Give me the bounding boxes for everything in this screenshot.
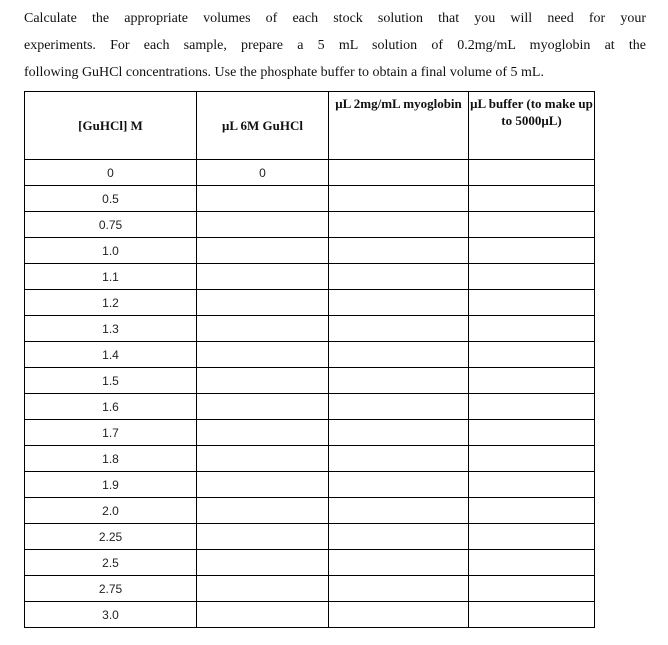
cell-ul-myoglobin[interactable] [329, 576, 469, 602]
cell-ul-6m-guhcl[interactable] [197, 212, 329, 238]
cell-ul-buffer[interactable] [469, 290, 595, 316]
cell-guhcl-concentration: 2.5 [25, 550, 197, 576]
cell-ul-buffer[interactable] [469, 342, 595, 368]
cell-guhcl-concentration: 1.9 [25, 472, 197, 498]
table-row [25, 316, 595, 342]
cell-guhcl-concentration: 2.0 [25, 498, 197, 524]
cell-ul-myoglobin[interactable] [329, 550, 469, 576]
cell-ul-6m-guhcl[interactable] [197, 290, 329, 316]
cell-ul-buffer[interactable] [469, 602, 595, 628]
cell-ul-6m-guhcl[interactable] [197, 446, 329, 472]
cell-ul-6m-guhcl[interactable] [197, 316, 329, 342]
cell-ul-6m-guhcl[interactable] [197, 420, 329, 446]
cell-ul-buffer[interactable] [469, 160, 595, 186]
cell-ul-6m-guhcl[interactable] [197, 394, 329, 420]
table-header-row [25, 92, 595, 160]
cell-guhcl-concentration: 2.25 [25, 524, 197, 550]
volumes-table [24, 91, 595, 628]
header-ul-buffer: μL buffer (to make up to 5000μL) [469, 92, 595, 160]
table-row [25, 290, 595, 316]
cell-ul-6m-guhcl[interactable] [197, 498, 329, 524]
cell-guhcl-concentration: 1.4 [25, 342, 197, 368]
table-row [25, 550, 595, 576]
instructions-line-2: experiments. For each sample, prepare a 5 mL solution of 0.2mg/mL myoglobin at the [24, 38, 646, 53]
cell-ul-buffer[interactable] [469, 264, 595, 290]
cell-ul-myoglobin[interactable] [329, 342, 469, 368]
cell-ul-buffer[interactable] [469, 446, 595, 472]
cell-ul-buffer[interactable] [469, 550, 595, 576]
cell-guhcl-concentration: 1.3 [25, 316, 197, 342]
cell-guhcl-concentration: 1.1 [25, 264, 197, 290]
cell-guhcl-concentration: 1.2 [25, 290, 197, 316]
instructions-line-3: following GuHCl concentrations. Use the phosphate buffer to obtain a final volume of 5 mL. [24, 65, 544, 80]
cell-ul-myoglobin[interactable] [329, 602, 469, 628]
cell-guhcl-concentration: 1.7 [25, 420, 197, 446]
table-row [25, 602, 595, 628]
table-row [25, 524, 595, 550]
cell-ul-6m-guhcl[interactable]: 0 [197, 160, 329, 186]
cell-ul-buffer[interactable] [469, 420, 595, 446]
table-row [25, 472, 595, 498]
cell-ul-myoglobin[interactable] [329, 212, 469, 238]
cell-ul-buffer[interactable] [469, 524, 595, 550]
cell-ul-buffer[interactable] [469, 186, 595, 212]
cell-ul-myoglobin[interactable] [329, 290, 469, 316]
cell-ul-buffer[interactable] [469, 238, 595, 264]
cell-guhcl-concentration: 1.8 [25, 446, 197, 472]
cell-ul-6m-guhcl[interactable] [197, 368, 329, 394]
cell-ul-6m-guhcl[interactable] [197, 550, 329, 576]
cell-ul-buffer[interactable] [469, 498, 595, 524]
table-body [25, 160, 595, 628]
instructions-line-1: Calculate the appropriate volumes of each stock solution that you will need for your [24, 11, 646, 26]
cell-ul-myoglobin[interactable] [329, 238, 469, 264]
table-row [25, 368, 595, 394]
cell-guhcl-concentration: 1.6 [25, 394, 197, 420]
cell-guhcl-concentration: 0 [25, 160, 197, 186]
cell-ul-myoglobin[interactable] [329, 472, 469, 498]
cell-ul-myoglobin[interactable] [329, 420, 469, 446]
table-row [25, 498, 595, 524]
header-guhcl-concentration: [GuHCl] M [25, 92, 197, 160]
cell-ul-myoglobin[interactable] [329, 446, 469, 472]
table-row [25, 342, 595, 368]
cell-ul-myoglobin[interactable] [329, 394, 469, 420]
cell-ul-6m-guhcl[interactable] [197, 472, 329, 498]
cell-ul-buffer[interactable] [469, 576, 595, 602]
cell-guhcl-concentration: 0.75 [25, 212, 197, 238]
cell-guhcl-concentration: 1.5 [25, 368, 197, 394]
table-row [25, 264, 595, 290]
cell-ul-6m-guhcl[interactable] [197, 576, 329, 602]
cell-ul-myoglobin[interactable] [329, 264, 469, 290]
cell-ul-myoglobin[interactable] [329, 316, 469, 342]
cell-ul-buffer[interactable] [469, 212, 595, 238]
cell-guhcl-concentration: 1.0 [25, 238, 197, 264]
cell-ul-buffer[interactable] [469, 472, 595, 498]
cell-ul-6m-guhcl[interactable] [197, 186, 329, 212]
instructions-paragraph [24, 5, 646, 86]
cell-ul-buffer[interactable] [469, 316, 595, 342]
table-row [25, 186, 595, 212]
table-row [25, 212, 595, 238]
header-ul-6m-guhcl: μL 6M GuHCl [197, 92, 329, 160]
header-ul-myoglobin: μL 2mg/mL myoglobin [329, 92, 469, 160]
table-row [25, 160, 595, 186]
cell-ul-myoglobin[interactable] [329, 368, 469, 394]
cell-ul-6m-guhcl[interactable] [197, 602, 329, 628]
cell-ul-6m-guhcl[interactable] [197, 342, 329, 368]
table-row [25, 446, 595, 472]
cell-ul-myoglobin[interactable] [329, 160, 469, 186]
cell-guhcl-concentration: 2.75 [25, 576, 197, 602]
cell-ul-buffer[interactable] [469, 368, 595, 394]
table-row [25, 576, 595, 602]
cell-guhcl-concentration: 0.5 [25, 186, 197, 212]
table-row [25, 394, 595, 420]
cell-ul-buffer[interactable] [469, 394, 595, 420]
cell-ul-6m-guhcl[interactable] [197, 238, 329, 264]
cell-ul-6m-guhcl[interactable] [197, 524, 329, 550]
cell-ul-myoglobin[interactable] [329, 524, 469, 550]
cell-ul-myoglobin[interactable] [329, 498, 469, 524]
cell-guhcl-concentration: 3.0 [25, 602, 197, 628]
table-row [25, 238, 595, 264]
cell-ul-myoglobin[interactable] [329, 186, 469, 212]
cell-ul-6m-guhcl[interactable] [197, 264, 329, 290]
table-row [25, 420, 595, 446]
